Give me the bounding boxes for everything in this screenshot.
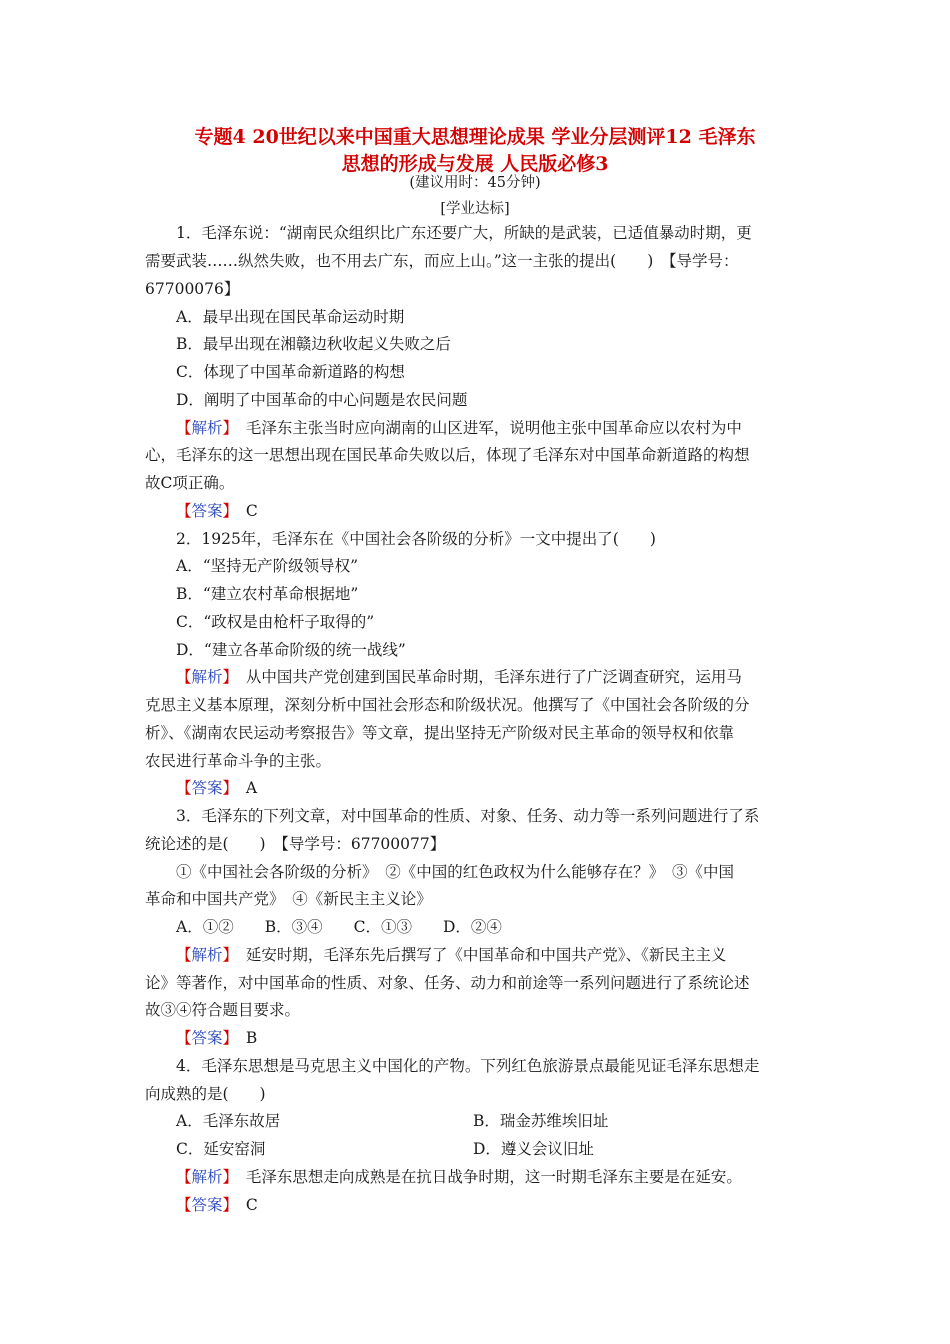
q2-analysis-line-3: 析》、《湖南农民运动考察报告》等文章，提出坚持无产阶级对民主革命的领导权和依靠 xyxy=(145,724,735,742)
q1-option-a: A．最早出现在国民革命运动时期 xyxy=(176,308,405,326)
q4-option-c: C．延安窑洞 xyxy=(176,1140,266,1158)
q1-option-d: D．阐明了中国革命的中心问题是农民问题 xyxy=(176,391,468,409)
q4-option-d: D．遵义会议旧址 xyxy=(473,1140,594,1158)
analysis-label: 【解析】 xyxy=(176,419,231,437)
analysis-label: 【解析】 xyxy=(176,668,231,686)
title-line-1: 专题4 20世纪以来中国重大思想理论成果 学业分层测评12 毛泽东 xyxy=(194,126,756,148)
answer-label: 【答案】 xyxy=(176,779,231,797)
q3-analysis-line-1: 【解析】 延安时期，毛泽东先后撰写了《中国革命和中国共产党》、《新民主主义 xyxy=(176,946,727,964)
answer-label: 【答案】 xyxy=(176,1029,231,1047)
answer-label: 【答案】 xyxy=(176,1196,231,1214)
q2-option-b: B．“建立农村革命根据地” xyxy=(176,585,359,603)
analysis-label: 【解析】 xyxy=(176,1168,231,1186)
q2-analysis-line-1: 【解析】 从中国共产党创建到国民革命时期，毛泽东进行了广泛调查研究，运用马 xyxy=(176,668,742,686)
q3-items-line-1: ①《中国社会各阶级的分析》 ②《中国的红色政权为什么能够存在？》 ③《中国 xyxy=(176,863,735,881)
time-hint: (建议用时：45分钟) xyxy=(409,175,541,191)
q1-analysis-line-2: 心，毛泽东的这一思想出现在国民革命失败以后，体现了毛泽东对中国革命新道路的构想 xyxy=(145,446,750,464)
q4-answer: 【答案】 C xyxy=(176,1196,258,1214)
q1-analysis-line-1: 【解析】 毛泽东主张当时应向湖南的山区进军，说明他主张中国革命应以农村为中 xyxy=(176,419,742,437)
q1-option-c: C．体现了中国革命新道路的构想 xyxy=(176,363,405,381)
q3-options: A．①② B．③④ C．①③ D．②④ xyxy=(176,918,502,936)
q2-option-a: A．“坚持无产阶级领导权” xyxy=(176,557,359,575)
q4-option-a: A．毛泽东故居 xyxy=(176,1112,281,1130)
q2-option-c: C．“政权是由枪杆子取得的” xyxy=(176,613,375,631)
q2-option-d: D．“建立各革命阶级的统一战线” xyxy=(176,641,406,659)
q2-analysis-line-4: 农民进行革命斗争的主张。 xyxy=(145,752,332,770)
q1-answer: 【答案】 C xyxy=(176,502,258,520)
q1-stem-line-2: 需要武装……纵然失败，也不用去广东，而应上山。”这一主张的提出( ) 【导学号： xyxy=(145,252,739,270)
q3-analysis-line-2: 论》等著作，对中国革命的性质、对象、任务、动力和前途等一系列问题进行了系统论述 xyxy=(145,974,750,992)
q3-answer: 【答案】 B xyxy=(176,1029,258,1047)
q3-analysis-line-3: 故③④符合题目要求。 xyxy=(145,1001,301,1019)
q2-analysis-line-2: 克思主义基本原理，深刻分析中国社会形态和阶级状况。他撰写了《中国社会各阶级的分 xyxy=(145,696,750,714)
analysis-label: 【解析】 xyxy=(176,946,231,964)
q1-stem-line-3: 67700076】 xyxy=(145,280,240,298)
answer-label: 【答案】 xyxy=(176,502,231,520)
q3-stem-line-2: 统论述的是( ) 【导学号：67700077】 xyxy=(145,835,446,853)
document-title xyxy=(120,124,830,178)
q4-option-b: B．瑞金苏维埃旧址 xyxy=(473,1112,609,1130)
q3-items-line-2: 革命和中国共产党》 ④《新民主主义论》 xyxy=(145,890,432,908)
q1-analysis-line-3: 故C项正确。 xyxy=(145,474,235,492)
q1-option-b: B．最早出现在湘赣边秋收起义失败之后 xyxy=(176,335,451,353)
q2-answer: 【答案】 A xyxy=(176,779,258,797)
q3-stem-line-1: 3．毛泽东的下列文章，对中国革命的性质、对象、任务、动力等一系列问题进行了系 xyxy=(176,807,760,825)
q1-stem-line-1: 1．毛泽东说：“湖南民众组织比广东还要广大，所缺的是武装，已适值暴动时期，更 xyxy=(176,224,752,242)
q2-stem-line-1: 2．1925年，毛泽东在《中国社会各阶级的分析》一文中提出了( ) xyxy=(176,530,656,548)
title-line-2: 思想的形成与发展 人民版必修3 xyxy=(341,153,609,175)
q4-analysis-line-1: 【解析】 毛泽东思想走向成熟是在抗日战争时期，这一时期毛泽东主要是在延安。 xyxy=(176,1168,742,1186)
section-heading: [学业达标] xyxy=(440,201,510,217)
q4-stem-line-1: 4．毛泽东思想是马克思主义中国化的产物。下列红色旅游景点最能见证毛泽东思想走 xyxy=(176,1057,760,1075)
q4-stem-line-2: 向成熟的是( ) xyxy=(145,1085,266,1103)
